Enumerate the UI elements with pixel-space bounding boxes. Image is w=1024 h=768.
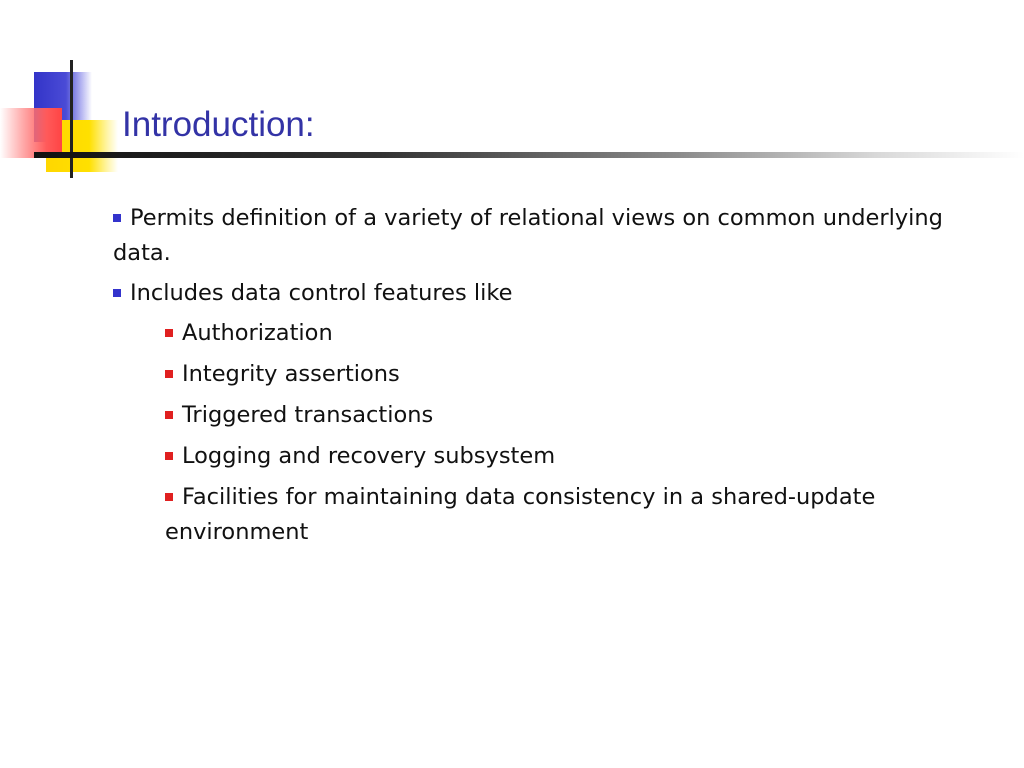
slide-title: Introduction: [122, 105, 315, 144]
sub-bullet-item [165, 398, 943, 433]
square-bullet-icon [165, 329, 173, 337]
bullet-text: Permits definition of a variety of relational views on common underlying data. [113, 205, 943, 266]
slide-body [113, 201, 943, 556]
sub-bullet-text: Authorization [182, 320, 333, 346]
square-bullet-icon [113, 214, 121, 222]
bullet-item [113, 276, 943, 311]
square-bullet-icon [165, 452, 173, 460]
bullet-text: Includes data control features like [130, 280, 513, 306]
title-underline [34, 152, 1024, 158]
square-bullet-icon [113, 289, 121, 297]
square-bullet-icon [165, 370, 173, 378]
sub-bullet-item [165, 480, 943, 550]
square-bullet-icon [165, 493, 173, 501]
sub-bullet-text: Integrity assertions [182, 361, 400, 387]
sub-bullet-item [165, 316, 943, 351]
sub-bullet-text: Logging and recovery subsystem [182, 443, 556, 469]
sub-bullet-item [165, 357, 943, 392]
sub-bullet-text: Triggered transactions [182, 402, 434, 428]
decor-red-square [0, 108, 62, 158]
sub-bullet-text: Facilities for maintaining data consistency in a shared-update environment [165, 484, 876, 545]
square-bullet-icon [165, 411, 173, 419]
sub-bullet-item [165, 439, 943, 474]
bullet-item [113, 201, 943, 271]
decor-vertical-line [70, 60, 73, 178]
